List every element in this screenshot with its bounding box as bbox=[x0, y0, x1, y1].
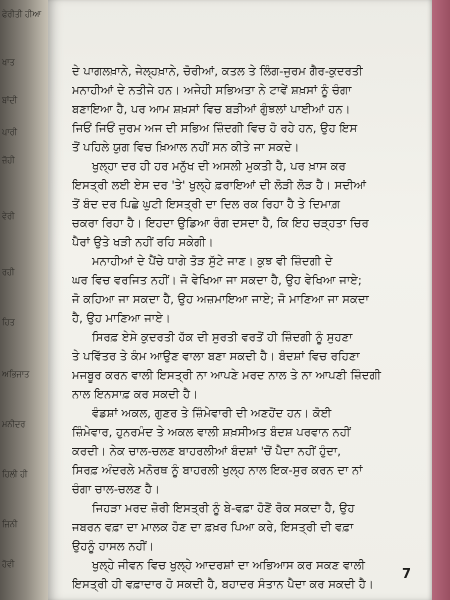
facing-page-fragment: ਵੇਰੀ bbox=[2, 212, 15, 222]
facing-page-fragment: ਹੋਵੀ bbox=[2, 560, 15, 570]
facing-page bbox=[0, 0, 48, 600]
text-line: ਜਿਹੜਾ ਮਰਦ ਜ਼ੋਰੀ ਇਸਤ੍ਰੀ ਨੂੰ ਬੇ-ਵਫ਼ਾ ਹੋਣੋਂ ਰੋਕ ਸਕਦਾ ਹੈ, ਉਹ bbox=[92, 501, 355, 515]
text-line: ਸਿਰਫ਼ ਏਸੇ ਕੁਦਰਤੀ ਹੱਕ ਦੀ ਸੁਰਤੀ ਵਰਤੋਂ ਹੀ ਜ਼ਿੰਦਗੀ ਨੂੰ ਸੁਹਣਾ bbox=[92, 330, 353, 344]
facing-page-fragment: ਬਾਂਦੀ bbox=[2, 96, 18, 106]
facing-page-fragment: ਹਿਤ bbox=[2, 318, 15, 328]
text-line: ਇਸਤ੍ਰੀ ਲਈ ਏਸ ਦਰ 'ਤੇ' ਖੁਲ੍ਹੇ ਫ਼ਰਾਇਆਂ ਦੀ ਲੋੜੀ ਲੋੜ ਹੈ। ਸਦੀਆਂ bbox=[72, 178, 367, 192]
facing-page-fragment: ਅਭਿਜਾਤ bbox=[2, 370, 30, 380]
facing-page-fragment: ਜਿਨੀ bbox=[2, 520, 18, 530]
facing-page-fragment: ਮਨੀਦਰ bbox=[2, 420, 26, 430]
text-line: ਉਹਨੂੰ ਹਾਸਲ ਨਹੀਂ। bbox=[72, 539, 155, 553]
text-line: ਜਿਓਂ ਜਿਓਂ ਜੁਰਮ ਅਜ ਦੀ ਸਭਿਅ ਜ਼ਿੰਦਗੀ ਵਿਚ ਹੋ ਰਹੇ ਹਨ, ਉਹ ਇਸ bbox=[72, 121, 358, 135]
facing-page-fragment: ਜ਼ੋਹੀ bbox=[2, 156, 15, 166]
text-line: ਹੈ, ਉਹ ਮਾਣਿਆ ਜਾਏ। bbox=[72, 311, 171, 325]
facing-page-fragment: ਪਾਰੀ bbox=[2, 128, 18, 138]
text-line: ਮਨਾਹੀਆਂ ਦੇ ਪੈਂਚੇ ਧਾਗੇ ਤੋੜ ਸੁੱਟੇ ਜਾਣ। ਕੁਝ ਵੀ ਜ਼ਿੰਦਗੀ ਦੇ bbox=[92, 254, 333, 268]
text-line: ਮਨਾਹੀਆਂ ਦੇ ਨਤੀਜੇ ਹਨ। ਅਜੇਹੀ ਸਭਿਅਤਾ ਨੇ ਟਾਵੇਂ ਸ਼ਖ਼ਸਾਂ ਨੂੰ ਚੰਗਾ bbox=[72, 83, 352, 97]
text-line: ਮਜਬੂਰ ਕਰਨ ਵਾਲੀ ਇਸਤ੍ਰੀ ਨਾ ਆਪਣੇ ਮਰਦ ਨਾਲ ਤੇ ਨਾ ਆਪਣੀ ਜ਼ਿੰਦਗੀ bbox=[72, 368, 382, 382]
book-cover-edge bbox=[430, 0, 450, 600]
text-line: ਸਿਰਫ਼ ਅੰਦਰਲੇ ਮਨੋਰਥ ਨੂੰ ਬਾਹਰਲੀ ਖੁਲ੍ਹ ਨਾਲ ਇਕ-ਸੁਰ ਕਰਨ ਦਾ ਨਾਂ bbox=[72, 463, 363, 477]
text-line: ਤੋਂ ਪਹਿਲੇ ਯੁਗ ਵਿਚ ਖ਼ਿਆਲ ਨਹੀਂ ਸਨ ਕੀਤੇ ਜਾ ਸਕਦੇ। bbox=[72, 140, 300, 154]
facing-page-fragment: ਫੇਰੀਤੀ ਹੀਆ bbox=[2, 10, 42, 20]
page-body-text bbox=[72, 62, 412, 594]
text-line: ਜਬਰਨ ਵਫ਼ਾ ਦਾ ਮਾਲਕ ਹੋਣ ਦਾ ਫ਼ਖ਼ਰ ਪਿਆ ਕਰੇ, ਇਸਤ੍ਰੀ ਦੀ ਵਫ਼ਾ bbox=[72, 520, 354, 534]
text-line: ਬਣਾਇਆ ਹੈ, ਪਰ ਆਮ ਸ਼ਖ਼ਸਾਂ ਵਿਚ ਬੜੀਆਂ ਗੁੰਝਲਾਂ ਪਾਈਆਂ ਹਨ। bbox=[72, 102, 351, 116]
text-line: ਖੁਲ੍ਹੇ ਜੀਵਨ ਵਿਚ ਖੁਲ੍ਹੇ ਆਦਰਸ਼ਾਂ ਦਾ ਅਭਿਆਸ ਕਰ ਸਕਣ ਵਾਲੀ bbox=[92, 558, 365, 572]
page-number: 7 bbox=[402, 567, 412, 582]
text-line: ਪੈਰਾਂ ਉਤੇ ਖੜੀ ਨਹੀਂ ਰਹਿ ਸਕੇਗੀ। bbox=[72, 235, 214, 249]
book-page bbox=[48, 0, 432, 600]
text-line: ਚੰਗਾ ਚਾਲ-ਚਲਣ ਹੈ। bbox=[72, 482, 160, 496]
text-line: ਜ਼ਿੰਮੇਵਾਰ, ਹੁਨਰਮੰਦ ਤੇ ਅਕਲ ਵਾਲੀ ਸ਼ਖ਼ਸੀਅਤ ਬੰਦਸ਼ ਪਰਵਾਨ ਨਹੀਂ bbox=[72, 425, 351, 439]
text-line: ਜੋ ਕਹਿਆ ਜਾ ਸਕਦਾ ਹੈ, ਉਹ ਅਜ਼ਮਾਇਆ ਜਾਏ; ਜੋ ਮਾਣਿਆ ਜਾ ਸਕਦਾ bbox=[72, 292, 369, 306]
facing-page-fragment: ਖਾਤ bbox=[2, 58, 15, 68]
text-line: ਵੰਡਸ਼ਾਂ ਅਕਲ, ਗੁਣਰ ਤੇ ਜ਼ਿੰਮੇਵਾਰੀ ਦੀ ਅਣਹੋਂਦ ਹਨ। ਕੋਈ bbox=[92, 406, 332, 420]
text-line: ਦੇ ਪਾਗਲਖ਼ਾਨੇ, ਜੇਲ੍ਹਖ਼ਾਨੇ, ਚੋਰੀਆਂ, ਕਤਲ ਤੇ ਲਿੰਗ-ਜੁਰਮ ਗੈਰ-ਕੁਦਰਤੀ bbox=[72, 64, 363, 78]
facing-page-fragment: ਹਿਲੀ ਹੀ bbox=[2, 470, 28, 480]
facing-page-fragment: ਰਹੀ bbox=[2, 268, 15, 278]
text-line: ਚਕਰਾ ਰਿਹਾ ਹੈ। ਇਹਦਾ ਉਡਿਆ ਰੰਗ ਦਸਦਾ ਹੈ, ਕਿ ਇਹ ਚੜ੍ਹਤਾ ਚਿਰ bbox=[72, 216, 369, 230]
text-line: ਨਾਲ ਇਨਸਾਫ਼ ਕਰ ਸਕਦੀ ਹੈ। bbox=[72, 387, 198, 401]
text-line: ਇਸਤ੍ਰੀ ਹੀ ਵਫ਼ਾਦਾਰ ਹੋ ਸਕਦੀ ਹੈ, ਬਹਾਦਰ ਸੰਤਾਨ ਪੈਦਾ ਕਰ ਸਕਦੀ ਹੈ। bbox=[72, 577, 374, 591]
text-line: ਘਰ ਵਿਚ ਵਰਜਿਤ ਨਹੀਂ। ਜੋ ਵੇਖਿਆ ਜਾ ਸਕਦਾ ਹੈ, ਉਹ ਵੇਖਿਆ ਜਾਏ; bbox=[72, 273, 362, 287]
text-line: ਕਰਦੀ। ਨੇਕ ਚਾਲ-ਚਲਣ ਬਾਹਰਲੀਆਂ ਬੰਦਸ਼ਾਂ 'ਚੋਂ ਪੈਦਾ ਨਹੀਂ ਹੁੰਦਾ, bbox=[72, 444, 341, 458]
text-line: ਖੁਲ੍ਹਾ ਦਰ ਹੀ ਹਰ ਮਨੁੱਖ ਦੀ ਅਸਲੀ ਮੁਕਤੀ ਹੈ, ਪਰ ਖ਼ਾਸ ਕਰ bbox=[92, 159, 346, 173]
text-line: ਤੋਂ ਬੰਦ ਦਰ ਪਿਛੇ ਘੁਟੀ ਇਸਤ੍ਰੀ ਦਾ ਦਿਲ ਰਕ ਰਿਹਾ ਹੈ ਤੇ ਦਿਮਾਗ਼ bbox=[72, 197, 341, 211]
text-line: ਤੇ ਪਵਿੱਤਰ ਤੇ ਕੰਮ ਆਉਣ ਵਾਲਾ ਬਣਾ ਸਕਦੀ ਹੈ। ਬੰਦਸ਼ਾਂ ਵਿਚ ਰਹਿਣਾ bbox=[72, 349, 360, 363]
